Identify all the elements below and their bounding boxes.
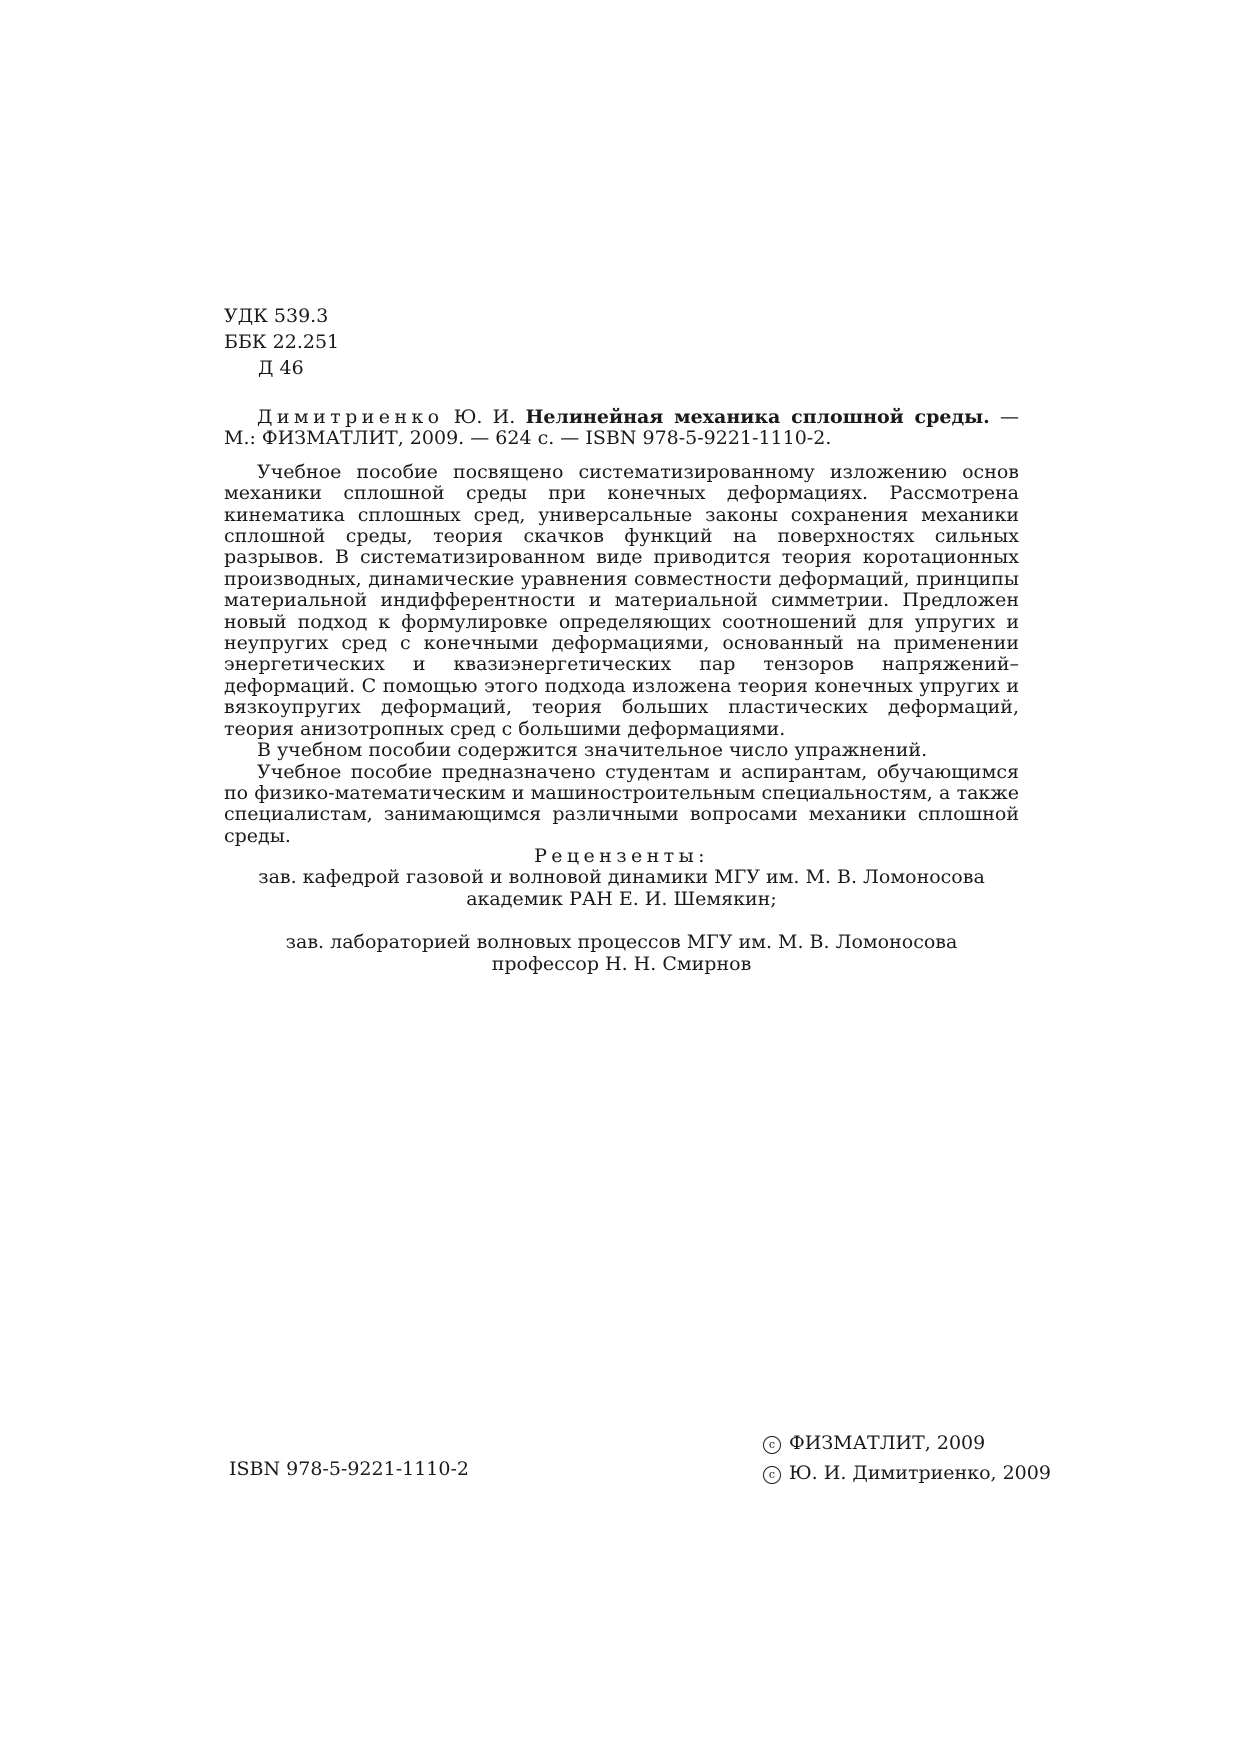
- citation-title: Нелинейная механика сплошной среды.: [525, 406, 990, 428]
- copyright-holder: ФИЗМАТЛИТ, 2009: [789, 1432, 986, 1454]
- annotation-paragraph: Учебное пособие посвящено систематизированному изложению основ механики сплошной среды при конечных деформациях. Рассмотрена кинематика сплошных сред, универсальные законы сохранения механики сплошной среды, теория скачков функций на поверхностях сильных разрывов. В систематизированном виде приводится теория коротационных производных, динамические уравнения совместности деформаций, принципы материальной индифферентности и материальной симметрии. Предложен новый подход к формулировке определяющих соотношений для упругих и неупругих сред с конечными деформациями, основанный на применении энергетических и квазиэнергетических пар тензоров напряжений–деформаций. С помощью этого подхода изложена теория конечных упругих и вязкоупругих деформаций, теория больших пластических деформаций, теория анизотропных сред с большими деформациями.: [224, 460, 1019, 740]
- reviewer-name: академик РАН Е. И. Шемякин;: [466, 887, 777, 910]
- citation-initials: Ю. И.: [453, 406, 516, 428]
- reviewers-heading: Рецензенты:: [534, 845, 709, 867]
- bibliographic-block: [224, 407, 1019, 847]
- copyright-holder: Ю. И. Димитриенко, 2009: [789, 1462, 1051, 1484]
- classification-codes: [224, 303, 339, 381]
- reviewer-position: зав. лабораторией волновых процессов МГУ им. М. В. Ломоносова: [285, 931, 958, 954]
- reviewer-name: профессор Н. Н. Смирнов: [491, 952, 752, 975]
- udk-code: УДК 539.3: [224, 305, 329, 327]
- footer-isbn: ISBN 978-5-9221-1110-2: [229, 1458, 469, 1480]
- reviewer-position: зав. кафедрой газовой и волновой динамики МГУ им. М. В. Ломоносова: [258, 866, 985, 889]
- annotation-paragraph: В учебном пособии содержится значительное число упражнений.: [257, 739, 928, 762]
- copyright-icon: c: [763, 1466, 781, 1484]
- author-mark: Д 46: [258, 357, 304, 379]
- reviewers-block: [224, 846, 1019, 975]
- citation-dash: —: [1000, 406, 1019, 428]
- copyright-block: [763, 1428, 1051, 1488]
- citation-publication: М.: ФИЗМАТЛИТ, 2009. — 624 с. — ISBN 978-5-9221-1110-2.: [224, 427, 832, 450]
- citation-author: Димитриенко: [257, 406, 444, 428]
- copyright-line: [763, 1428, 1051, 1458]
- annotation-paragraph: Учебное пособие предназначено студентам и аспирантам, обучающимся по физико-математическим и машиностроительным специальностям, а также специалистам, занимающимся различными вопросами механики сплошной среды.: [224, 760, 1019, 847]
- citation: [224, 407, 1019, 450]
- bbk-code: ББК 22.251: [224, 331, 340, 353]
- copyright-icon: c: [763, 1436, 781, 1454]
- copyright-line: [763, 1458, 1051, 1488]
